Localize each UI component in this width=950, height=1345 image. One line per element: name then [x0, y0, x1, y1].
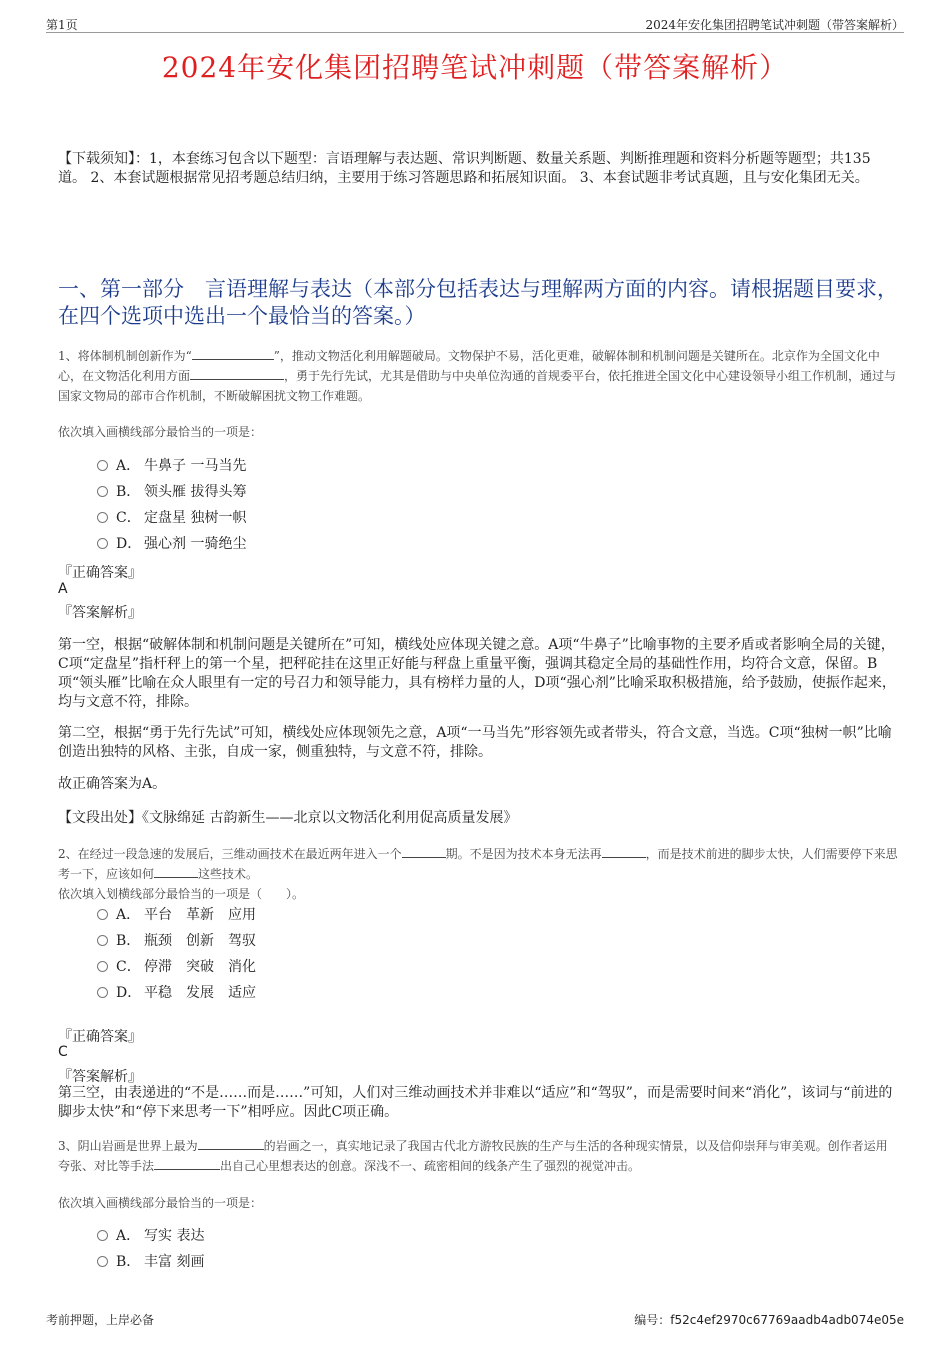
radio-icon[interactable]: [97, 987, 108, 998]
q1-source: 【文段出处】《文脉绵延 古韵新生——北京以文物活化利用促高质量发展》: [58, 810, 518, 826]
blank: [154, 1157, 220, 1170]
question-2-text: 2、在经过一段急速的发展后，三维动画技术在最近两年进入一个 期。不是因为技术本身无法再 ，而是技术前进的脚步太快，人们需要停下来思考一下，应该如何 这些技术。: [58, 847, 898, 881]
q3-option-b[interactable]: B． 丰富 刻画: [97, 1251, 204, 1273]
q1-option-b[interactable]: B． 领头雁 拔得头筹: [97, 481, 246, 503]
blank: [402, 845, 446, 858]
header-doc-title: 2024年安化集团招聘笔试冲刺题（带答案解析）: [645, 18, 904, 32]
q2-option-a[interactable]: A． 平台 革新 应用: [97, 904, 256, 926]
q1-option-d[interactable]: D． 强心剂 一骑绝尘: [97, 533, 246, 555]
radio-icon[interactable]: [97, 961, 108, 972]
radio-icon[interactable]: [97, 486, 108, 497]
question-2-prompt: 依次填入划横线部分最恰当的一项是（ ）。: [58, 887, 305, 901]
correct-answer-label: 『正确答案』: [58, 565, 142, 581]
question-1-prompt: 依次填入画横线部分最恰当的一项是：: [58, 425, 263, 439]
blank: [602, 845, 646, 858]
question-1-text: 1、将体制机制创新作为“ ”，推动文物活化利用解题破局。文物保护不易，活化更难，破解体制和机制问题是关键所在。北京作为全国文化中心，在文物活化利用方面 ，勇于先行先试，尤其是借助与中央单位沟通的首规委平台，依托推进全国文化中心建设领导小组工作机制，通过与国家文物局的部市合作机制，不断破解困扰文物工作难题。: [58, 349, 897, 403]
correct-answer-label: 『正确答案』: [58, 1029, 142, 1045]
analysis-label: 『答案解析』: [58, 605, 142, 621]
question-3-text: 3、阴山岩画是世界上最为 的岩画之一，真实地记录了我国古代北方游牧民族的生产与生活的各种现实情景，以及信仰崇拜与审美观。创作者运用夸张、对比等手法 出自己心里想表达的创意。深浅不一、疏密相间的线条产生了强烈的视觉冲击。: [58, 1139, 888, 1173]
blank: [198, 1137, 264, 1150]
document-id: 编号：f52c4ef2970c67769aadb4adb074e05e: [634, 1313, 904, 1327]
q3-option-a[interactable]: A． 写实 表达: [97, 1225, 204, 1247]
radio-icon[interactable]: [97, 1256, 108, 1267]
blank: [190, 367, 284, 380]
blank: [192, 347, 274, 360]
radio-icon[interactable]: [97, 512, 108, 523]
radio-icon[interactable]: [97, 909, 108, 920]
analysis-label: 『答案解析』: [58, 1069, 142, 1085]
page-title: 2024年安化集团招聘笔试冲刺题（带答案解析）: [161, 51, 789, 84]
radio-icon[interactable]: [97, 538, 108, 549]
q2-analysis: 第三空，由表递进的“不是……而是……”可知，人们对三维动画技术并非难以“适应”和“驾驭”，而是需要时间来“消化”，该词与“前进的脚步太快”和“停下来思考一下”相呼应。因此C项正确。: [58, 1085, 893, 1120]
q1-conclusion: 故正确答案为A。: [58, 776, 167, 792]
q1-option-a[interactable]: A． 牛鼻子 一马当先: [97, 455, 246, 477]
page-number: 第1页: [46, 18, 78, 32]
download-notice: 【下载须知】：1，本套练习包含以下题型：言语理解与表达题、常识判断题、数量关系题、判断推理题和资料分析题等题型；共135道。 2、本套试题根据常见招考题总结归纳，主要用于练习答题思路和拓展知识面。 3、本套试题非考试真题，且与安化集团无关。: [58, 151, 871, 186]
radio-icon[interactable]: [97, 935, 108, 946]
q1-analysis-1: 第一空，根据“破解体制和机制问题是关键所在”可知，横线处应体现关键之意。A项“牛鼻子”比喻事物的主要矛盾或者影响全局的关键，C项“定盘星”指杆秤上的第一个星，把秤砣挂在这里正好能与秤盘上重量平衡，强调其稳定全局的基础性作用，均符合文意，保留。B项“领头雁”比喻在众人眼里有一定的号召力和领导能力，具有榜样力量的人，D项“强心剂”比喻采取积极措施，给予鼓励，使振作起来，均与文意不符，排除。: [58, 637, 896, 710]
q2-option-c[interactable]: C． 停滞 突破 消化: [97, 956, 256, 978]
page-header: [46, 14, 904, 33]
q2-option-b[interactable]: B． 瓶颈 创新 驾驭: [97, 930, 256, 952]
section-heading: 一、第一部分 言语理解与表达（本部分包括表达与理解两方面的内容。请根据题目要求，在四个选项中选出一个最恰当的答案。）: [58, 277, 898, 328]
q1-analysis-2: 第二空，根据“勇于先行先试”可知，横线处应体现领先之意，A项“一马当先”形容领先或者带头，符合文意，当选。C项“独树一帜”比喻创造出独特的风格、主张，自成一家，侧重独特，与文意不符，排除。: [58, 725, 892, 760]
q2-option-d[interactable]: D． 平稳 发展 适应: [97, 982, 256, 1004]
radio-icon[interactable]: [97, 1230, 108, 1241]
footer-slogan: 考前押题，上岸必备: [46, 1313, 155, 1327]
correct-answer-value: C: [58, 1044, 68, 1060]
correct-answer-value: A: [58, 581, 68, 597]
radio-icon[interactable]: [97, 460, 108, 471]
question-3-prompt: 依次填入画横线部分最恰当的一项是：: [58, 1196, 263, 1210]
blank: [154, 865, 198, 878]
q1-option-c[interactable]: C． 定盘星 独树一帜: [97, 507, 246, 529]
